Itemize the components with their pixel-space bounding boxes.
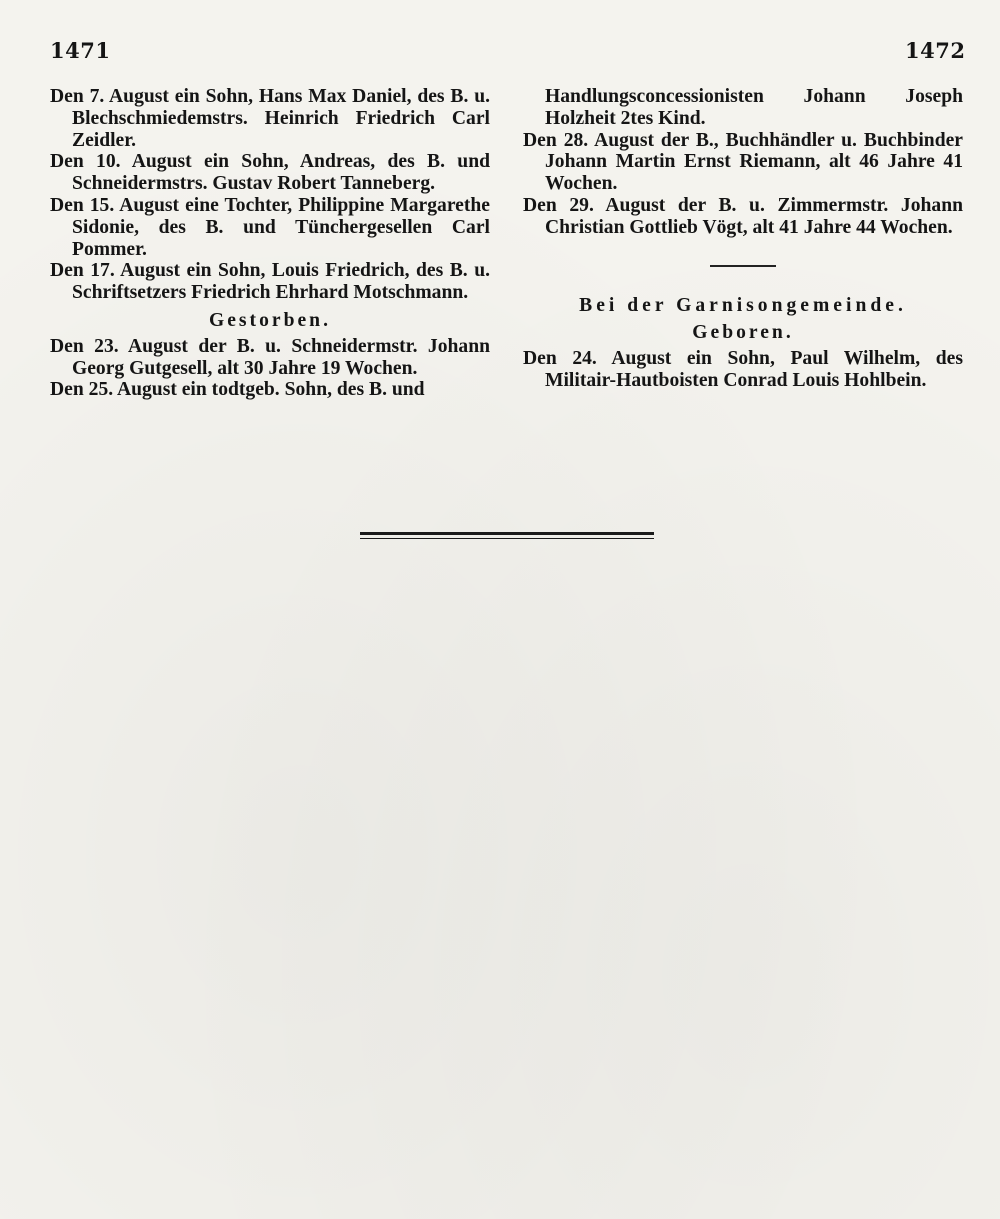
death-entry: Den 29. August der B. u. Zimmermstr. Johann Christian Gottlieb Vögt, alt 41 Jahre 44 Wochen. — [523, 194, 963, 238]
right-column — [523, 86, 963, 392]
garrison-section-heading: Bei der Garnisongemeinde. — [579, 294, 907, 316]
page-number-right: 1472 — [905, 38, 966, 63]
births-heading: Geboren. — [692, 322, 794, 344]
rule-thin — [360, 538, 654, 539]
end-double-rule — [360, 532, 654, 539]
birth-entry: Den 17. August ein Sohn, Louis Friedrich, des B. u. Schriftsetzers Friedrich Ehrhard Motschmann. — [50, 260, 490, 304]
left-column — [50, 86, 490, 401]
death-entry: Den 25. August ein todtgeb. Sohn, des B. und — [50, 379, 425, 401]
deaths-heading: Gestorben. — [209, 309, 331, 331]
birth-entry: Den 15. August eine Tochter, Philippine Margarethe Sidonie, des B. und Tünchergesellen Carl Pommer. — [50, 194, 490, 260]
birth-entry: Den 10. August ein Sohn, Andreas, des B. und Schneidermstrs. Gustav Robert Tanneberg. — [50, 151, 490, 195]
death-entry: Den 28. August der B., Buchhändler u. Buchbinder Johann Martin Ernst Riemann, alt 46 Jahre 41 Wochen. — [523, 129, 963, 195]
birth-entry: Den 7. August ein Sohn, Hans Max Daniel, des B. u. Blechschmiedemstrs. Heinrich Friedrich Carl Zeidler. — [50, 86, 490, 151]
death-entry: Den 23. August der B. u. Schneidermstr. Johann Georg Gutgesell, alt 30 Jahre 19 Wochen. — [50, 335, 490, 379]
section-divider — [710, 265, 776, 267]
rule-thick — [360, 532, 654, 535]
birth-entry: Den 24. August ein Sohn, Paul Wilhelm, des Militair-Hautboisten Conrad Louis Hohlbein. — [523, 348, 963, 391]
death-entry-continuation: Handlungsconcessionisten Johann Joseph Holzheit 2tes Kind. — [545, 86, 963, 129]
page-number-left: 1471 — [50, 38, 111, 63]
